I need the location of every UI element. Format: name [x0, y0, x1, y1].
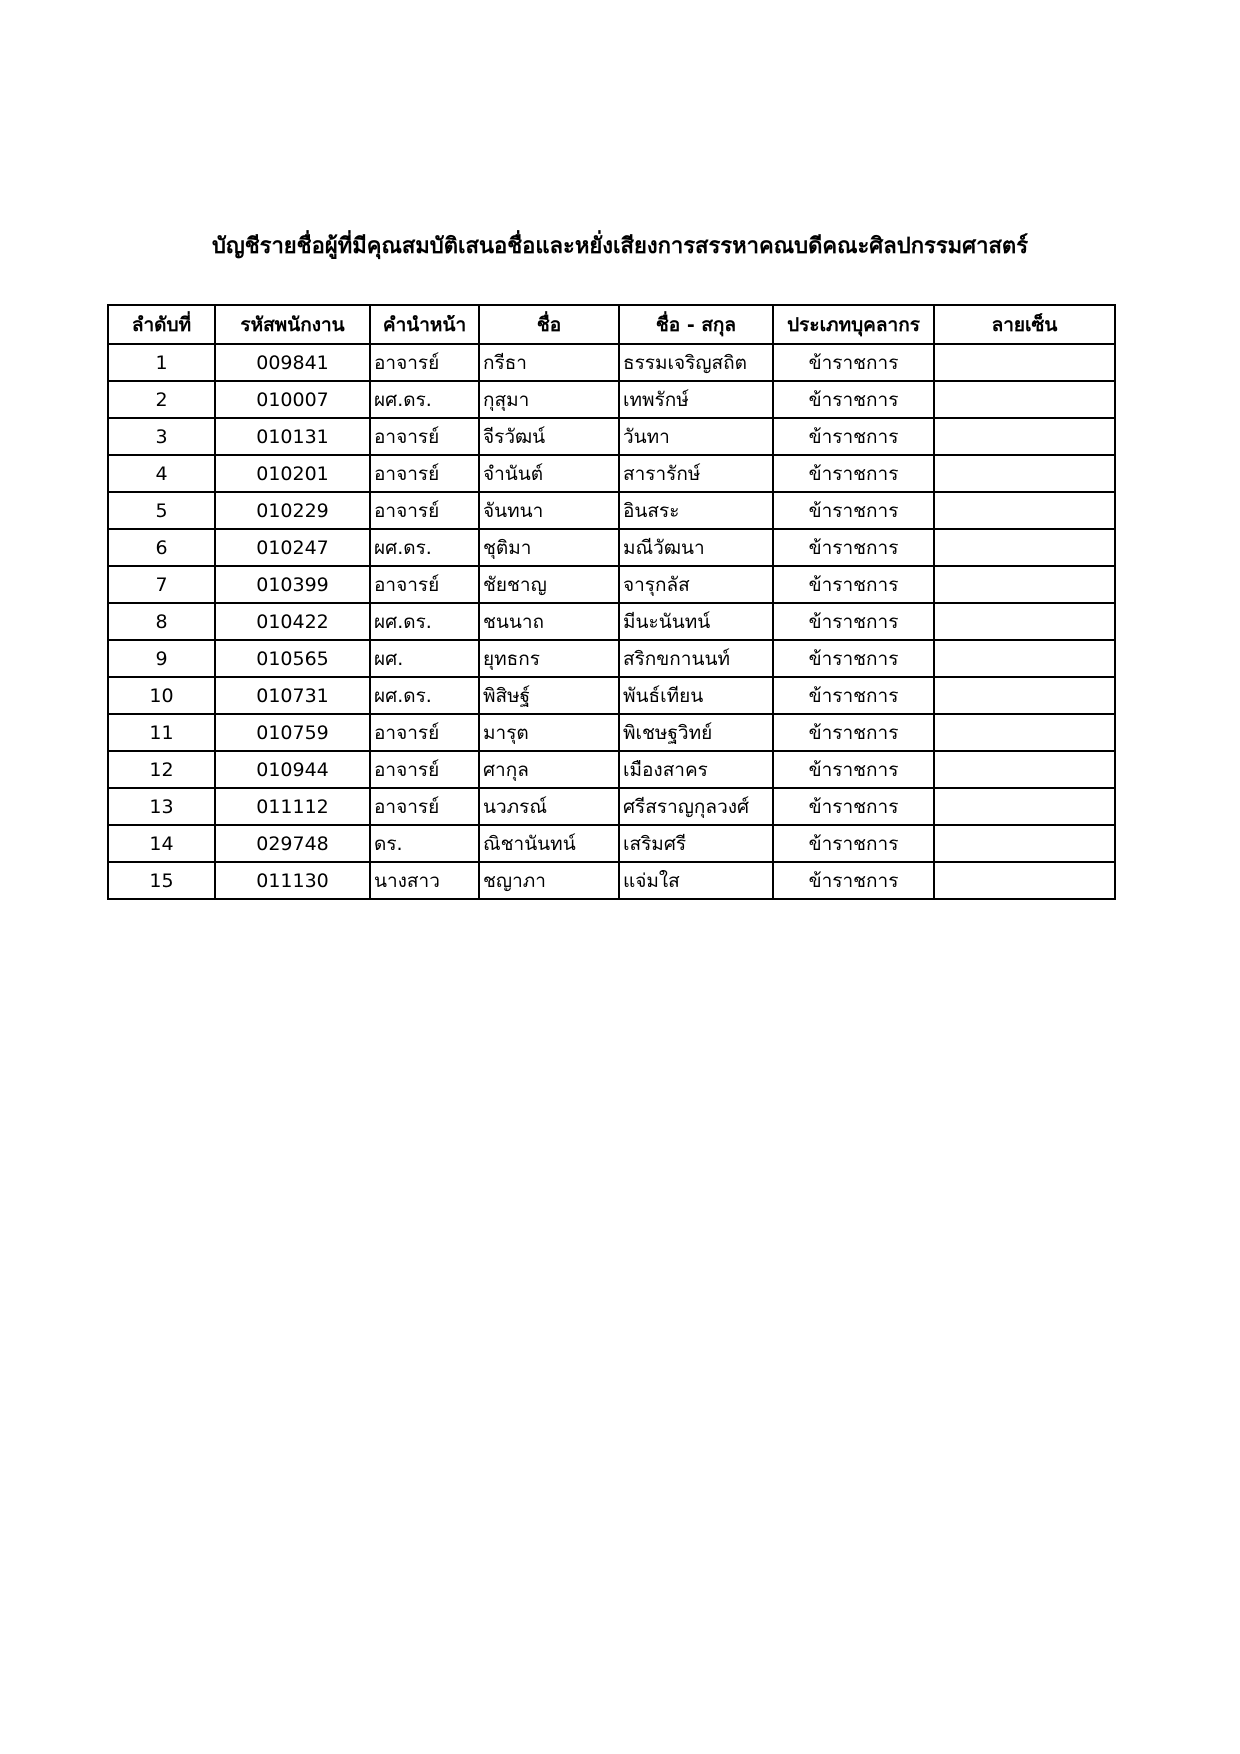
table-header-row: [108, 305, 1115, 344]
cell-prefix: ผศ.: [370, 640, 479, 677]
cell-prefix: อาจารย์: [370, 344, 479, 381]
cell-staff-type: ข้าราชการ: [773, 529, 934, 566]
cell-employee-id: 010131: [215, 418, 370, 455]
table-row: [108, 344, 1115, 381]
roster-table: [107, 304, 1116, 900]
table-row: [108, 825, 1115, 862]
cell-signature: [934, 566, 1115, 603]
table-row: [108, 455, 1115, 492]
cell-staff-type: ข้าราชการ: [773, 714, 934, 751]
cell-prefix: อาจารย์: [370, 751, 479, 788]
cell-signature: [934, 492, 1115, 529]
cell-staff-type: ข้าราชการ: [773, 677, 934, 714]
cell-order: 3: [108, 418, 215, 455]
cell-employee-id: 010759: [215, 714, 370, 751]
cell-employee-id: 011112: [215, 788, 370, 825]
cell-prefix: อาจารย์: [370, 788, 479, 825]
cell-employee-id: 010944: [215, 751, 370, 788]
document-title: บัญชีรายชื่อผู้ที่มีคุณสมบัติเสนอชื่อและหยั่งเสียงการสรรหาคณบดีคณะศิลปกรรมศาสตร์: [211, 234, 1029, 259]
cell-last-name: แจ่มใส: [619, 862, 773, 899]
table-row: [108, 529, 1115, 566]
cell-signature: [934, 788, 1115, 825]
header-full-name: ชื่อ - สกุล: [619, 305, 773, 344]
cell-staff-type: ข้าราชการ: [773, 640, 934, 677]
cell-employee-id: 010565: [215, 640, 370, 677]
roster-body: [108, 344, 1115, 899]
table-row: [108, 381, 1115, 418]
cell-prefix: ผศ.ดร.: [370, 529, 479, 566]
cell-signature: [934, 862, 1115, 899]
cell-prefix: ผศ.ดร.: [370, 603, 479, 640]
cell-order: 2: [108, 381, 215, 418]
cell-staff-type: ข้าราชการ: [773, 381, 934, 418]
cell-first-name: ณิชานันทน์: [479, 825, 619, 862]
cell-signature: [934, 381, 1115, 418]
cell-last-name: มีนะนันทน์: [619, 603, 773, 640]
header-order: ลำดับที่: [108, 305, 215, 344]
cell-signature: [934, 455, 1115, 492]
table-row: [108, 492, 1115, 529]
cell-employee-id: 010399: [215, 566, 370, 603]
table-row: [108, 862, 1115, 899]
cell-first-name: พิสิษฐ์: [479, 677, 619, 714]
cell-last-name: พันธ์เทียน: [619, 677, 773, 714]
cell-signature: [934, 640, 1115, 677]
cell-prefix: อาจารย์: [370, 455, 479, 492]
cell-order: 7: [108, 566, 215, 603]
cell-first-name: ยุทธกร: [479, 640, 619, 677]
table-row: [108, 714, 1115, 751]
cell-staff-type: ข้าราชการ: [773, 566, 934, 603]
cell-first-name: จีรวัฒน์: [479, 418, 619, 455]
cell-order: 12: [108, 751, 215, 788]
cell-first-name: กุสุมา: [479, 381, 619, 418]
header-prefix: คำนำหน้า: [370, 305, 479, 344]
cell-order: 5: [108, 492, 215, 529]
cell-order: 9: [108, 640, 215, 677]
table-row: [108, 788, 1115, 825]
header-employee-id: รหัสพนักงาน: [215, 305, 370, 344]
cell-first-name: จันทนา: [479, 492, 619, 529]
cell-signature: [934, 677, 1115, 714]
cell-order: 6: [108, 529, 215, 566]
cell-employee-id: 010201: [215, 455, 370, 492]
cell-first-name: ชุติมา: [479, 529, 619, 566]
cell-last-name: สริกขกานนท์: [619, 640, 773, 677]
cell-order: 14: [108, 825, 215, 862]
cell-prefix: อาจารย์: [370, 566, 479, 603]
table-row: [108, 566, 1115, 603]
cell-signature: [934, 825, 1115, 862]
cell-prefix: ดร.: [370, 825, 479, 862]
header-signature: ลายเซ็น: [934, 305, 1115, 344]
cell-staff-type: ข้าราชการ: [773, 492, 934, 529]
cell-last-name: พิเชษฐวิทย์: [619, 714, 773, 751]
cell-last-name: สารารักษ์: [619, 455, 773, 492]
header-first-name: ชื่อ: [479, 305, 619, 344]
cell-last-name: อินสระ: [619, 492, 773, 529]
cell-prefix: นางสาว: [370, 862, 479, 899]
cell-last-name: จารุกลัส: [619, 566, 773, 603]
cell-first-name: นวภรณ์: [479, 788, 619, 825]
cell-staff-type: ข้าราชการ: [773, 825, 934, 862]
cell-first-name: ศากุล: [479, 751, 619, 788]
cell-prefix: ผศ.ดร.: [370, 381, 479, 418]
cell-signature: [934, 529, 1115, 566]
cell-signature: [934, 714, 1115, 751]
cell-staff-type: ข้าราชการ: [773, 788, 934, 825]
cell-order: 8: [108, 603, 215, 640]
cell-first-name: มารุต: [479, 714, 619, 751]
cell-first-name: ชนนาถ: [479, 603, 619, 640]
cell-first-name: ชัยชาญ: [479, 566, 619, 603]
cell-employee-id: 010731: [215, 677, 370, 714]
cell-signature: [934, 418, 1115, 455]
table-row: [108, 418, 1115, 455]
cell-first-name: จำนันต์: [479, 455, 619, 492]
cell-order: 4: [108, 455, 215, 492]
header-staff-type: ประเภทบุคลากร: [773, 305, 934, 344]
cell-last-name: เทพรักษ์: [619, 381, 773, 418]
cell-first-name: กรีธา: [479, 344, 619, 381]
table-row: [108, 751, 1115, 788]
table-row: [108, 603, 1115, 640]
cell-last-name: ศรีสราญกุลวงศ์: [619, 788, 773, 825]
cell-employee-id: 010247: [215, 529, 370, 566]
cell-employee-id: 010007: [215, 381, 370, 418]
cell-order: 13: [108, 788, 215, 825]
cell-order: 10: [108, 677, 215, 714]
cell-last-name: เมืองสาคร: [619, 751, 773, 788]
cell-first-name: ชญาภา: [479, 862, 619, 899]
cell-last-name: ธรรมเจริญสถิต: [619, 344, 773, 381]
table-row: [108, 640, 1115, 677]
cell-prefix: อาจารย์: [370, 418, 479, 455]
cell-last-name: เสริมศรี: [619, 825, 773, 862]
cell-employee-id: 010229: [215, 492, 370, 529]
cell-order: 11: [108, 714, 215, 751]
cell-prefix: ผศ.ดร.: [370, 677, 479, 714]
cell-order: 1: [108, 344, 215, 381]
cell-last-name: มณีวัฒนา: [619, 529, 773, 566]
cell-employee-id: 011130: [215, 862, 370, 899]
cell-staff-type: ข้าราชการ: [773, 418, 934, 455]
cell-employee-id: 010422: [215, 603, 370, 640]
cell-employee-id: 009841: [215, 344, 370, 381]
cell-signature: [934, 751, 1115, 788]
cell-order: 15: [108, 862, 215, 899]
table-row: [108, 677, 1115, 714]
cell-signature: [934, 603, 1115, 640]
cell-staff-type: ข้าราชการ: [773, 603, 934, 640]
cell-staff-type: ข้าราชการ: [773, 344, 934, 381]
cell-prefix: อาจารย์: [370, 714, 479, 751]
cell-staff-type: ข้าราชการ: [773, 455, 934, 492]
cell-employee-id: 029748: [215, 825, 370, 862]
cell-staff-type: ข้าราชการ: [773, 751, 934, 788]
cell-staff-type: ข้าราชการ: [773, 862, 934, 899]
cell-signature: [934, 344, 1115, 381]
cell-last-name: วันทา: [619, 418, 773, 455]
cell-prefix: อาจารย์: [370, 492, 479, 529]
